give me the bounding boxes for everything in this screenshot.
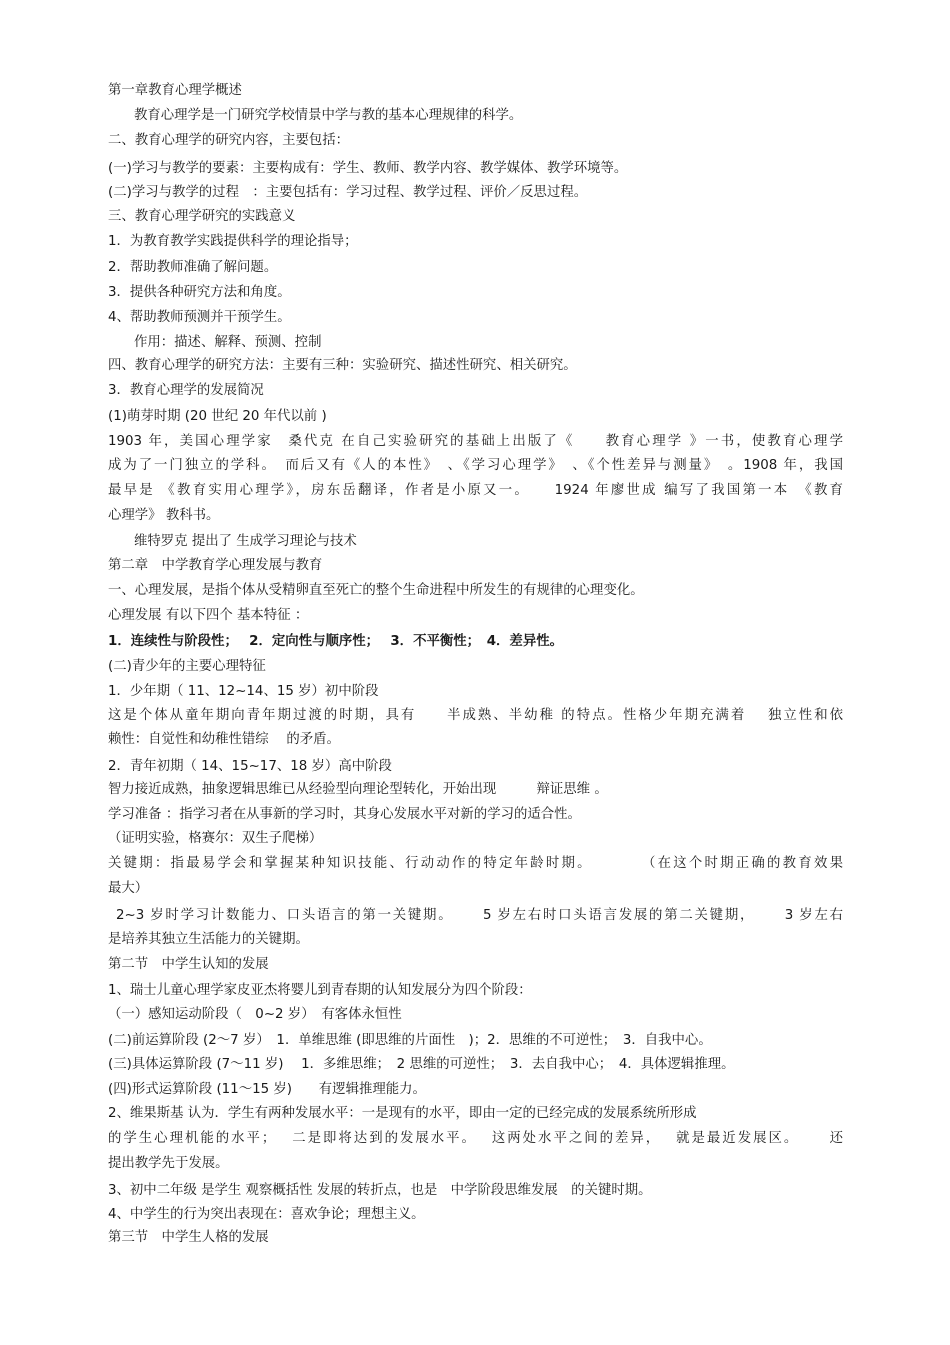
text-line: (一)学习与教学的要素：主要构成有：学生、教师、教学内容、教学媒体、教学环境等。 [108,161,628,176]
text-line: 智力接近成熟，抽象逻辑思维已从经验型向理论型转化，开始出现 辩证思维 。 [108,782,608,797]
text-line: 四、教育心理学的研究方法：主要有三种：实验研究、描述性研究、相关研究。 [108,358,577,373]
text-line: (四)形式运算阶段 (11～15 岁) 有逻辑推理能力。 [108,1082,426,1097]
text-line: 这是个体从童年期向青年期过渡的时期，具有 半成熟、半幼稚 的特点。性格少年期充满着 独立性和依 [108,708,843,723]
text-line: (二)青少年的主要心理特征 [108,659,266,674]
text-line: 维特罗克 提出了 生成学习理论与技术 [134,534,357,549]
section-3-title: 第三节 中学生人格的发展 [108,1230,269,1245]
text-line: 2~3 岁时学习计数能力、口头语言的第一关键期。 5 岁左右时口头语言发展的第二关键期， 3 岁左右 [116,908,843,923]
text-line: 赖性：自觉性和幼稚性错综 的矛盾。 [108,732,340,747]
text-line: 心理发展 有以下四个 基本特征 ： [108,608,309,623]
text-line: (三)具体运算阶段 (7～11 岁) 1．多维思维； 2 思维的可逆性； 3．去自我中心； 4．具体逻辑推理。 [108,1057,735,1072]
text-line: 2．帮助教师准确了解问题。 [108,260,278,275]
text-line: （证明实验，格赛尔：双生子爬梯） [108,831,323,846]
text-line: 的学生心理机能的水平； 二是即将达到的发展水平。 这两处水平之间的差异， 就是最近发展区。 还 [108,1131,843,1146]
text-line: 1903 年，美国心理学家 桑代克 在自己实验研究的基础上出版了《 教育心理学 》一书，使教育心理学 [108,434,843,449]
text-line: 作用：描述、解释、预测、控制 [134,335,322,350]
text-line: (二)学习与教学的过程 ：主要包括有：学习过程、教学过程、评价／反思过程。 [108,185,588,200]
text-line: 2、维果斯基 认为．学生有两种发展水平：一是现有的水平，即由一定的已经完成的发展系统所形成 [108,1106,697,1121]
text-line: 2．青年初期（ 14、15~17、18 岁）高中阶段 [108,759,392,774]
text-line: (二)前运算阶段 (2～7 岁） 1．单维思维 (即思维的片面性 )；2．思维的不可逆性； 3．自我中心。 [108,1033,712,1048]
text-line: 是培养其独立生活能力的关键期。 [108,932,309,947]
text-line: 4、帮助教师预测并干预学生。 [108,310,291,325]
text-line: 关键期：指最易学会和掌握某种知识技能、行动动作的特定年龄时期。 （在这个时期正确的教育效果 [108,856,843,871]
text-line: 心理学》 教科书。 [108,508,220,523]
text-line: 4、中学生的行为突出表现在：喜欢争论；理想主义。 [108,1207,425,1222]
text-line: 1．少年期（ 11、12~14、15 岁）初中阶段 [108,684,379,699]
text-line: 学习准备 ：指学习者在从事新的学习时，其身心发展水平对新的学习的适合性。 [108,807,581,822]
text-line: 最早是 《教育实用心理学》，房东岳翻译，作者是小原又一。 1924 年廖世成 编写了我国第一本 《教育 [108,483,843,498]
chapter-1-title: 第一章教育心理学概述 [108,83,242,98]
text-line: 一、心理发展，是指个体从受精卵直至死亡的整个生命进程中所发生的有规律的心理变化。 [108,583,644,598]
text-line: 二、教育心理学的研究内容，主要包括： [108,133,350,148]
text-line: 教育心理学是一门研究学校情景中学与教的基本心理规律的科学。 [134,108,523,123]
text-line: (1)萌芽时期 (20 世纪 20 年代以前 ) [108,409,327,424]
text-line: 3．教育心理学的发展简况 [108,383,264,398]
text-line: （一）感知运动阶段（ 0~2 岁） 有客体永恒性 [108,1007,402,1022]
text-line: 3、初中二年级 是学生 观察概括性 发展的转折点，也是 中学阶段思维发展 的关键时期。 [108,1183,652,1198]
text-line: 1．连续性与阶段性； 2．定向性与顺序性； 3．不平衡性； 4．差异性。 [108,634,563,649]
text-line: 提出教学先于发展。 [108,1156,229,1171]
text-line: 成为了一门独立的学科。 而后又有《人的本性》 、《学习心理学》 、《个性差异与测量》 。1908 年，我国 [108,458,843,473]
text-line: 3．提供各种研究方法和角度。 [108,285,291,300]
text-line: 最大） [108,881,149,896]
chapter-2-title: 第二章 中学教育学心理发展与教育 [108,558,323,573]
section-2-title: 第二节 中学生认知的发展 [108,957,269,972]
text-line: 1、瑞士儿童心理学家皮亚杰将婴儿到青春期的认知发展分为四个阶段： [108,983,532,998]
text-line: 1．为教育教学实践提供科学的理论指导； [108,234,358,249]
text-line: 三、教育心理学研究的实践意义 [108,209,296,224]
